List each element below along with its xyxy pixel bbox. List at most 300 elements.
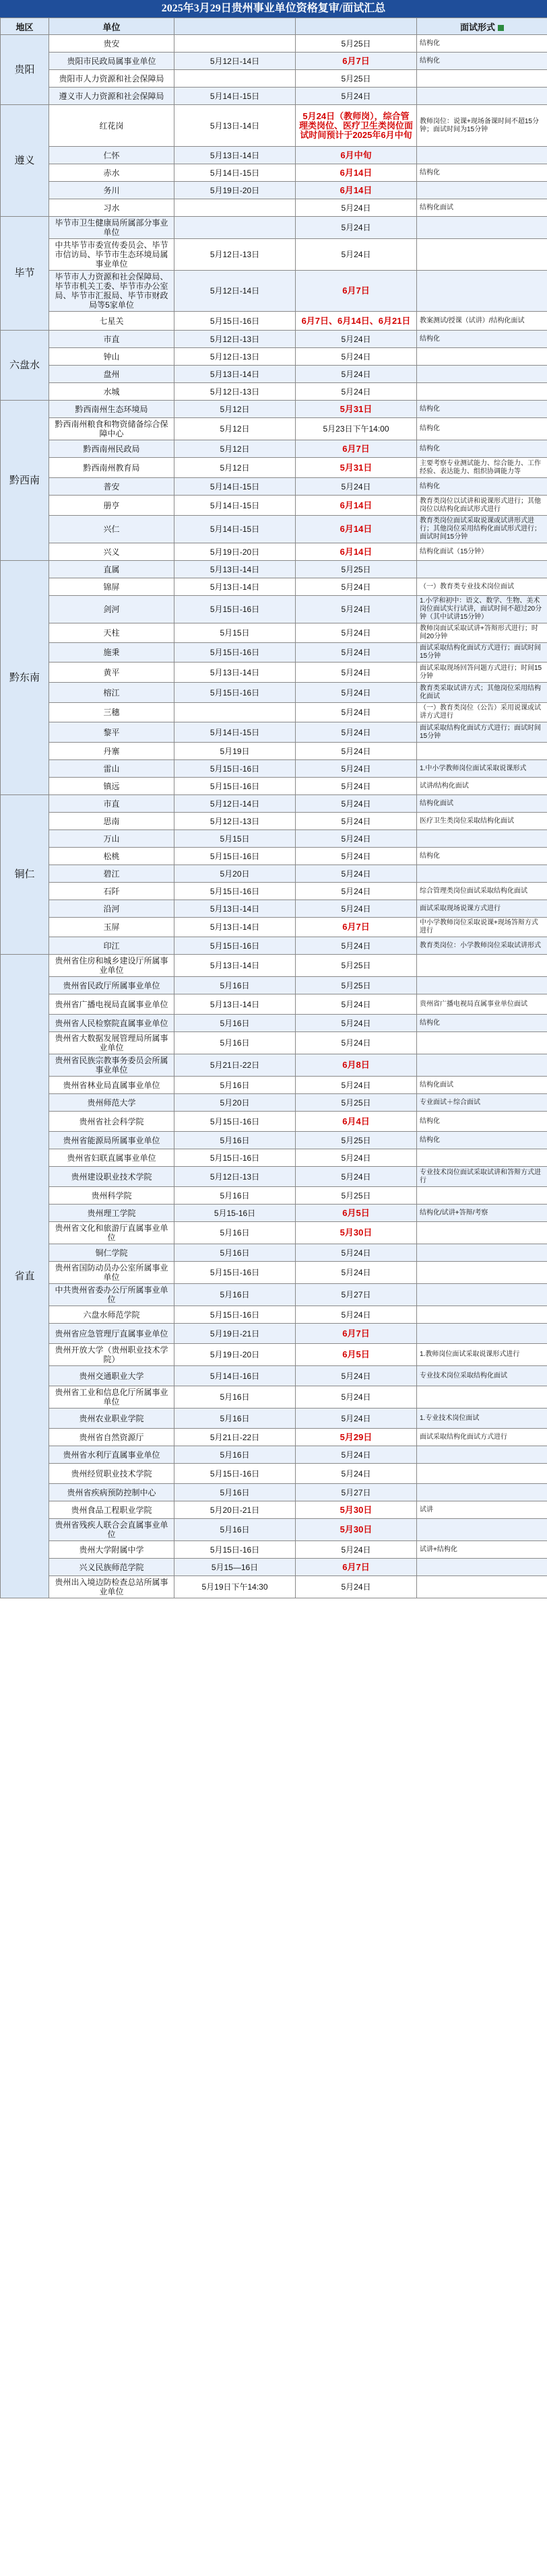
unit-cell: 贵州师范大学 [49,1094,174,1112]
form-cell: 教育类岗位：小学教师岗位采取试讲形式 [417,937,547,955]
table-row [1,312,547,331]
exam-date-cell: 5月24日（教师岗），综合管理类岗位、医疗卫生类岗位面试时间预计于2025年6月中旬 [296,105,417,147]
table-row [1,1094,547,1112]
form-cell: 面试采取现场回答问题方式进行；时间15分钟 [417,663,547,683]
form-cell: 教师岗面试采取试讲+答辩形式进行；时间20分钟 [417,623,547,643]
form-cell: 1.中小学教师岗位面试采取说课形式 [417,760,547,778]
signup-date-cell: 5月16日 [174,1284,296,1306]
signup-date-cell: 5月16日 [174,1032,296,1054]
form-cell [417,1484,547,1501]
form-cell: 中小学教师岗位采取说课+现场答辩方式进行 [417,918,547,937]
form-cell: （一）教育类岗位（公告）采用说课或试讲方式进行 [417,703,547,722]
unit-cell: 贵州省应急管理厅直属事业单位 [49,1324,174,1344]
form-cell: 试讲 [417,1501,547,1519]
exam-date-cell: 5月24日 [296,1446,417,1464]
signup-date-cell: 5月16日 [174,1187,296,1205]
table-row [1,1464,547,1484]
exam-date-cell: 5月24日 [296,1015,417,1032]
unit-cell: 黄平 [49,663,174,683]
unit-cell: 黎平 [49,722,174,743]
signup-date-cell: 5月15日-16日 [174,643,296,663]
unit-cell: 直属 [49,561,174,578]
table-row [1,1541,547,1559]
form-cell [417,1464,547,1484]
unit-cell: 贵州食品工程职业学院 [49,1501,174,1519]
header-unit: 单位 [49,18,174,35]
exam-date-cell: 5月24日 [296,683,417,703]
header-signup-date [174,18,296,35]
table-row [1,596,547,623]
unit-cell: 普安 [49,478,174,496]
exam-date-cell: 5月24日 [296,848,417,865]
unit-cell: 贵州省广播电视局直属事业单位 [49,994,174,1015]
form-cell: 面试采取结构化面试方式进行；面试时间15分钟 [417,722,547,743]
table-row [1,1222,547,1244]
form-cell [417,1149,547,1167]
signup-date-cell: 5月14日-15日 [174,88,296,105]
form-cell [417,70,547,88]
exam-date-cell: 5月30日 [296,1501,417,1519]
header-row [1,18,547,35]
unit-cell: 雷山 [49,760,174,778]
exam-date-cell: 5月24日 [296,596,417,623]
table-row [1,1244,547,1262]
form-cell: 结构化面试（15分钟） [417,543,547,561]
exam-date-cell: 5月24日 [296,1386,417,1409]
unit-cell: 贵州省工业和信息化厅所属事业单位 [49,1386,174,1409]
table-row [1,53,547,70]
signup-date-cell: 5月15日-16日 [174,1149,296,1167]
unit-cell: 贵州省疾病预防控制中心 [49,1484,174,1501]
exam-date-cell: 6月7日 [296,53,417,70]
unit-cell: 兴义民族师范学院 [49,1559,174,1576]
exam-date-cell: 5月24日 [296,883,417,900]
form-cell [417,1519,547,1541]
page-title: 2025年3月29日贵州事业单位资格复审/面试汇总 [0,0,547,18]
form-cell [417,1576,547,1598]
unit-cell: 六盘水师范学院 [49,1306,174,1324]
region-cell: 省直 [1,955,49,1598]
unit-cell: 毕节市人力资源和社会保障局、毕节市机关工委、毕节市办公室局、毕节市汇报局、毕节市财政局等5家单位 [49,271,174,312]
exam-date-cell: 5月24日 [296,217,417,239]
signup-date-cell: 5月12日-14日 [174,795,296,813]
signup-date-cell: 5月15日-16日 [174,778,296,795]
unit-cell: 黔西南州粮食和物资储备综合保障中心 [49,418,174,440]
form-cell: 专业技术岗位面试采取试讲和答辩方式进行 [417,1167,547,1187]
table-row [1,1262,547,1284]
signup-date-cell: 5月12日 [174,401,296,418]
exam-date-cell: 5月24日 [296,1262,417,1284]
form-cell: 教育类岗位面试采取说课或试讲形式进行；其他岗位采用结构化面试形式进行；面试时间15分钟 [417,516,547,543]
table-row [1,164,547,182]
unit-cell: 锦屏 [49,578,174,596]
table-row [1,239,547,271]
signup-date-cell: 5月21日-22日 [174,1054,296,1077]
exam-date-cell: 5月24日 [296,1306,417,1324]
table-row [1,418,547,440]
signup-date-cell: 5月12日 [174,458,296,478]
unit-cell: 贵州大学附属中学 [49,1541,174,1559]
table-row [1,918,547,937]
form-cell: 教案测试/授课（试讲）/结构化面试 [417,312,547,331]
table-row [1,70,547,88]
form-cell: 结构化/试讲+答辩/考察 [417,1205,547,1222]
table-row [1,147,547,164]
exam-date-cell: 5月24日 [296,88,417,105]
table-row [1,703,547,722]
form-cell [417,1306,547,1324]
unit-cell: 贵州省水利厅直属事业单位 [49,1446,174,1464]
table-row [1,35,547,53]
form-cell [417,743,547,760]
exam-date-cell: 5月24日 [296,1032,417,1054]
signup-date-cell: 5月13日-14日 [174,918,296,937]
table-row [1,1306,547,1324]
form-cell [417,1284,547,1306]
exam-date-cell: 5月24日 [296,1149,417,1167]
table-row [1,496,547,516]
signup-date-cell: 5月15日-16日 [174,683,296,703]
exam-date-cell: 6月中旬 [296,147,417,164]
form-cell [417,1386,547,1409]
exam-date-cell: 6月14日 [296,543,417,561]
form-cell: 结构化 [417,1112,547,1132]
table-row [1,1446,547,1464]
unit-cell: 贵州出入境边防检查总站所属事业单位 [49,1576,174,1598]
signup-date-cell: 5月16日 [174,1409,296,1429]
signup-date-cell: 5月20日 [174,865,296,883]
form-cell [417,955,547,977]
table-row [1,743,547,760]
signup-date-cell: 5月15日-16日 [174,312,296,331]
table-row [1,1429,547,1446]
unit-cell: 赤水 [49,164,174,182]
table-row [1,1132,547,1149]
form-cell [417,348,547,366]
exam-date-cell: 5月24日 [296,239,417,271]
unit-cell: 贵州省人民检察院直属事业单位 [49,1015,174,1032]
signup-date-cell: 5月12日-13日 [174,348,296,366]
form-cell [417,977,547,994]
unit-cell: 贵州开放大学（贵州职业技术学院） [49,1344,174,1366]
unit-cell: 贵州省住房和城乡建设厅所属事业单位 [49,955,174,977]
unit-cell: 榕江 [49,683,174,703]
signup-date-cell: 5月15日-16日 [174,1541,296,1559]
unit-cell: 铜仁学院 [49,1244,174,1262]
form-cell: 教师岗位：说课+现场备课时间不超15分钟；面试时间为15分钟 [417,105,547,147]
form-cell [417,1187,547,1205]
unit-cell: 黔西南州教育局 [49,458,174,478]
unit-cell: 贵州省民政厅所属事业单位 [49,977,174,994]
form-cell: 医疗卫生类岗位采取结构化面试 [417,813,547,830]
exam-date-cell: 5月24日 [296,760,417,778]
signup-date-cell: 5月14日-15日 [174,496,296,516]
signup-date-cell: 5月19日下午14:30 [174,1576,296,1598]
signup-date-cell: 5月13日-14日 [174,366,296,383]
signup-date-cell: 5月13日-14日 [174,105,296,147]
table-row [1,865,547,883]
unit-cell: 贵安 [49,35,174,53]
table-row [1,199,547,217]
exam-date-cell: 6月5日 [296,1205,417,1222]
form-cell [417,561,547,578]
exam-date-cell: 5月24日 [296,199,417,217]
unit-cell: 贵州理工学院 [49,1205,174,1222]
exam-date-cell: 5月24日 [296,1167,417,1187]
table-row [1,1366,547,1386]
table-row [1,383,547,401]
signup-date-cell: 5月20日 [174,1094,296,1112]
form-cell [417,865,547,883]
form-cell: 结构化 [417,478,547,496]
table-row [1,1112,547,1132]
region-cell: 六盘水 [1,331,49,401]
region-cell: 铜仁 [1,795,49,955]
signup-date-cell: 5月15日-16日 [174,848,296,865]
signup-date-cell: 5月12日-13日 [174,1167,296,1187]
form-cell: 结构化 [417,35,547,53]
unit-cell: 贵州省社会科学院 [49,1112,174,1132]
table-row [1,900,547,918]
form-cell: 结构化 [417,1015,547,1032]
unit-cell: 册亨 [49,496,174,516]
exam-date-cell: 5月25日 [296,35,417,53]
exam-date-cell: 5月24日 [296,1576,417,1598]
region-cell: 贵阳 [1,35,49,105]
form-cell [417,88,547,105]
signup-date-cell: 5月19日-20日 [174,1344,296,1366]
unit-cell: 仁怀 [49,147,174,164]
form-cell: 综合管理类岗位面试采取结构化面试 [417,883,547,900]
form-cell: 结构化 [417,53,547,70]
unit-cell: 贵州省残疾人联合会直属事业单位 [49,1519,174,1541]
signup-date-cell: 5月16日 [174,1077,296,1094]
signup-date-cell: 5月12日-13日 [174,813,296,830]
unit-cell: 贵州省林业局直属事业单位 [49,1077,174,1094]
form-cell: 专业技术岗位采取结构化面试 [417,1366,547,1386]
exam-date-cell: 5月24日 [296,865,417,883]
form-cell [417,830,547,848]
exam-date-cell: 5月30日 [296,1519,417,1541]
exam-date-cell: 5月27日 [296,1284,417,1306]
table-row [1,217,547,239]
signup-date-cell: 5月12日 [174,440,296,458]
form-cell: 结构化 [417,164,547,182]
unit-cell: 习水 [49,199,174,217]
signup-date-cell: 5月14日-15日 [174,516,296,543]
form-cell [417,1446,547,1464]
table-body [1,35,547,1598]
form-cell: 主要考察专业测试能力、综合能力、工作经验、表达能力、组织协调能力等 [417,458,547,478]
table-row [1,348,547,366]
unit-cell: 贵州科学院 [49,1187,174,1205]
region-cell: 黔东南 [1,561,49,795]
exam-date-cell: 5月24日 [296,366,417,383]
form-cell [417,1244,547,1262]
exam-date-cell: 6月5日 [296,1344,417,1366]
unit-cell: 中共毕节市委宣传委员会、毕节市信访局、毕节市生态环境局属事业单位 [49,239,174,271]
signup-date-cell: 5月13日-14日 [174,147,296,164]
signup-date-cell: 5月14日-16日 [174,1366,296,1386]
unit-cell: 水城 [49,383,174,401]
unit-cell: 松桃 [49,848,174,865]
exam-date-cell: 6月7日、6月14日、6月21日 [296,312,417,331]
table-row [1,1386,547,1409]
exam-date-cell: 6月14日 [296,516,417,543]
filter-icon[interactable] [498,25,504,31]
form-cell: 试讲/结构化面试 [417,778,547,795]
exam-date-cell: 5月24日 [296,478,417,496]
signup-date-cell: 5月13日-14日 [174,994,296,1015]
table-row [1,440,547,458]
unit-cell: 市直 [49,331,174,348]
signup-date-cell: 5月15日-16日 [174,937,296,955]
exam-date-cell: 5月24日 [296,778,417,795]
unit-cell: 市直 [49,795,174,813]
unit-cell: 天柱 [49,623,174,643]
signup-date-cell: 5月20日-21日 [174,1501,296,1519]
table-row [1,994,547,1015]
table-row [1,105,547,147]
form-cell [417,1222,547,1244]
form-cell: 贵州省广播电视局直属事业单位面试 [417,994,547,1015]
unit-cell: 黔西南州民政局 [49,440,174,458]
exam-date-cell: 5月24日 [296,1077,417,1094]
signup-date-cell [174,199,296,217]
form-cell: 结构化 [417,440,547,458]
header-exam-date [296,18,417,35]
signup-date-cell: 5月16日 [174,977,296,994]
table-row [1,760,547,778]
signup-date-cell: 5月16日 [174,1519,296,1541]
table-row [1,1576,547,1598]
exam-date-cell: 5月24日 [296,795,417,813]
unit-cell: 钟山 [49,348,174,366]
form-cell [417,1032,547,1054]
table-row [1,578,547,596]
unit-cell: 务川 [49,182,174,199]
signup-date-cell: 5月15日-16日 [174,1112,296,1132]
signup-date-cell [174,70,296,88]
form-cell [417,271,547,312]
exam-date-cell: 5月24日 [296,383,417,401]
form-cell: 试讲+结构化 [417,1541,547,1559]
exam-date-cell: 5月24日 [296,813,417,830]
signup-date-cell: 5月16日 [174,1015,296,1032]
form-cell: 结构化 [417,418,547,440]
exam-date-cell: 5月24日 [296,722,417,743]
table-row [1,643,547,663]
unit-cell: 万山 [49,830,174,848]
exam-date-cell: 5月24日 [296,1244,417,1262]
table-row [1,623,547,643]
signup-date-cell: 5月14日-15日 [174,478,296,496]
unit-cell: 沿河 [49,900,174,918]
unit-cell: 贵州省民族宗教事务委员会所属事业单位 [49,1054,174,1077]
table-row [1,663,547,683]
exam-date-cell: 5月24日 [296,623,417,643]
signup-date-cell: 5月16日 [174,1244,296,1262]
exam-date-cell: 5月31日 [296,458,417,478]
region-cell: 遵义 [1,105,49,217]
signup-date-cell: 5月12日-13日 [174,239,296,271]
form-cell [417,147,547,164]
signup-date-cell: 5月13日-14日 [174,955,296,977]
exam-date-cell: 5月24日 [296,331,417,348]
signup-date-cell [174,703,296,722]
table-row [1,1167,547,1187]
unit-cell: 施秉 [49,643,174,663]
unit-cell: 贵阳市民政局属事业单位 [49,53,174,70]
schedule-table [0,18,547,1598]
unit-cell: 镇远 [49,778,174,795]
unit-cell: 盘州 [49,366,174,383]
unit-cell: 七星关 [49,312,174,331]
signup-date-cell: 5月15日 [174,623,296,643]
exam-date-cell: 5月27日 [296,1484,417,1501]
form-cell: 结构化 [417,848,547,865]
header-form[interactable] [417,18,547,35]
table-row [1,1032,547,1054]
exam-date-cell: 5月25日 [296,1132,417,1149]
table-row [1,937,547,955]
signup-date-cell: 5月21日-22日 [174,1429,296,1446]
exam-date-cell: 5月24日 [296,348,417,366]
form-cell [417,217,547,239]
signup-date-cell: 5月12日-14日 [174,53,296,70]
signup-date-cell: 5月13日-14日 [174,561,296,578]
exam-date-cell: 5月25日 [296,1094,417,1112]
signup-date-cell: 5月15—16日 [174,1559,296,1576]
form-cell: 结构化 [417,1132,547,1149]
unit-cell: 兴义 [49,543,174,561]
table-row [1,977,547,994]
table-row [1,1344,547,1366]
region-cell: 黔西南 [1,401,49,561]
unit-cell: 贵州省自然资源厅 [49,1429,174,1446]
form-cell [417,1054,547,1077]
table-row [1,1501,547,1519]
table-row [1,1187,547,1205]
unit-cell: 剑河 [49,596,174,623]
table-row [1,778,547,795]
form-cell [417,1324,547,1344]
signup-date-cell: 5月15日 [174,830,296,848]
table-row [1,458,547,478]
table-row [1,401,547,418]
exam-date-cell: 5月31日 [296,401,417,418]
signup-date-cell: 5月19日 [174,743,296,760]
signup-date-cell: 5月14日-15日 [174,164,296,182]
unit-cell: 贵州省国防动员办公室所属事业单位 [49,1262,174,1284]
form-cell [417,239,547,271]
table-row [1,813,547,830]
table-row [1,366,547,383]
unit-cell: 红花岗 [49,105,174,147]
exam-date-cell: 5月24日 [296,578,417,596]
unit-cell: 贵州建设职业技术学院 [49,1167,174,1187]
header-region: 地区 [1,18,49,35]
exam-date-cell: 5月24日 [296,743,417,760]
form-cell: 结构化面试 [417,795,547,813]
unit-cell: 贵州省大数据发展管理局所属事业单位 [49,1032,174,1054]
form-cell: 结构化面试 [417,199,547,217]
signup-date-cell: 5月19日-20日 [174,543,296,561]
table-row [1,795,547,813]
table-row [1,516,547,543]
unit-cell: 贵州交通职业大学 [49,1366,174,1386]
form-cell: 1.教师岗位面试采取说课形式进行 [417,1344,547,1366]
